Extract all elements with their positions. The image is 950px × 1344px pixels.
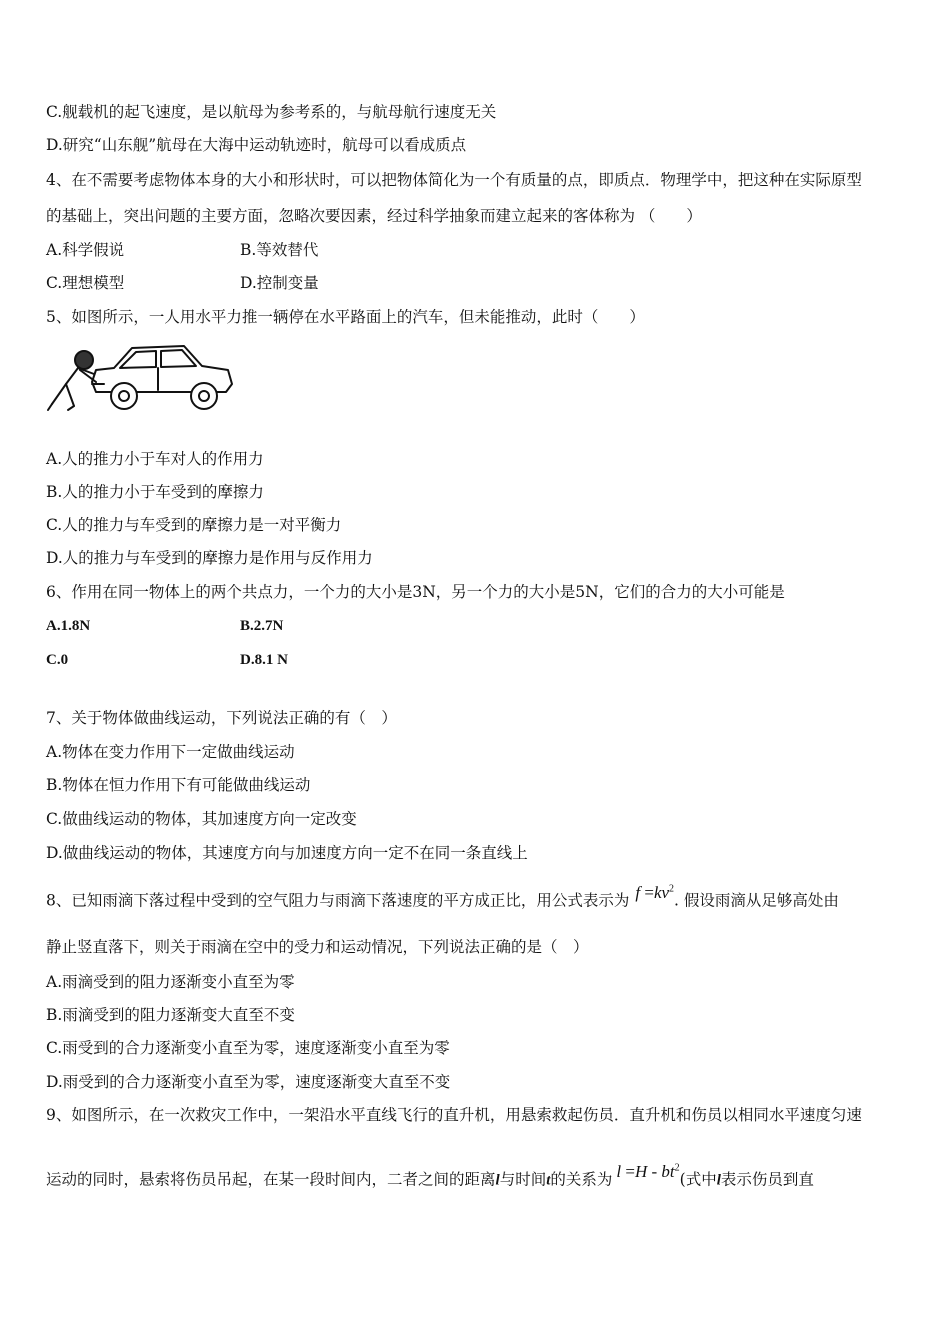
distance-formula: $l =H - bt^2$ bbox=[616, 1161, 680, 1181]
person-pushing-car-illustration bbox=[44, 340, 236, 416]
option-d-carrier: D.研究“山东舰”航母在大海中运动轨迹时，航母可以看成质点 bbox=[46, 136, 467, 154]
question-6-option-d: D.8.1 N bbox=[240, 652, 288, 668]
question-7-stem: 7、关于物体做曲线运动，下列说法正确的有（ ） bbox=[46, 709, 397, 727]
question-4-line-2: 的基础上，突出问题的主要方面，忽略次要因素，经过科学抽象而建立起来的客体称为 （ ） bbox=[46, 207, 702, 225]
question-4-line-1: 4、在不需要考虑物体本身的大小和形状时，可以把物体简化为一个有质量的点，即质点．物理学中，把这种在实际原型 bbox=[46, 171, 862, 189]
option-c-carrier: C.舰载机的起飞速度，是以航母为参考系的，与航母航行速度无关 bbox=[46, 103, 497, 121]
question-8-text-after-formula: . 假设雨滴从足够高处由 bbox=[674, 891, 839, 910]
question-4-option-b: B.等效替代 bbox=[240, 241, 319, 259]
question-5-stem: 5、如图所示，一人用水平力推一辆停在水平路面上的汽车，但未能推动，此时（ ） bbox=[46, 308, 645, 326]
question-7-option-a: A.物体在变力作用下一定做曲线运动 bbox=[46, 743, 295, 761]
drag-formula: $f =kv^2$ bbox=[635, 882, 675, 902]
question-5-option-a: A.人的推力小于车对人的作用力 bbox=[46, 450, 264, 468]
question-4-option-c: C.理想模型 bbox=[46, 274, 125, 292]
question-7-option-d: D.做曲线运动的物体，其速度方向与加速度方向一定不在同一条直线上 bbox=[46, 844, 528, 862]
question-8-option-c: C.雨受到的合力逐渐变小直至为零，速度逐渐变小直至为零 bbox=[46, 1039, 450, 1057]
question-4-option-a: A.科学假说 bbox=[46, 241, 125, 259]
question-5-option-c: C.人的推力与车受到的摩擦力是一对平衡力 bbox=[46, 516, 342, 534]
question-5-option-b: B.人的推力小于车受到的摩擦力 bbox=[46, 483, 264, 501]
question-9-line-1: 9、如图所示，在一次救灾工作中，一架沿水平直线飞行的直升机，用悬索救起伤员．直升机和伤员以相同水平速度匀速 bbox=[46, 1106, 862, 1124]
question-8-text-before-formula: 8、已知雨滴下落过程中受到的空气阻力与雨滴下落速度的平方成正比，用公式表示为 bbox=[46, 891, 630, 910]
question-7-option-b: B.物体在恒力作用下有可能做曲线运动 bbox=[46, 776, 311, 794]
question-6-option-a: A.1.8N bbox=[46, 618, 91, 634]
question-8-option-b: B.雨滴受到的阻力逐渐变大直至不变 bbox=[46, 1006, 295, 1024]
question-4-option-d: D.控制变量 bbox=[240, 274, 319, 292]
question-6-stem: 6、作用在同一物体上的两个共点力，一个力的大小是3N，另一个力的大小是5N，它们的合力的大小可能是 bbox=[46, 583, 785, 601]
question-6-option-b: B.2.7N bbox=[240, 618, 284, 634]
question-8-option-a: A.雨滴受到的阻力逐渐变小直至为零 bbox=[46, 973, 295, 991]
question-8-line-2: 静止竖直落下，则关于雨滴在空中的受力和运动情况，下列说法正确的是（ ） bbox=[46, 938, 589, 956]
question-7-option-c: C.做曲线运动的物体，其加速度方向一定改变 bbox=[46, 810, 357, 828]
question-5-option-d: D.人的推力与车受到的摩擦力是作用与反作用力 bbox=[46, 549, 373, 567]
question-6-option-c: C.0 bbox=[46, 652, 69, 668]
question-8-line-1 bbox=[46, 882, 839, 911]
question-9-line-2: 运动的同时，悬索将伤员吊起，在某一段时间内，二者之间的距离l与时间t的关系为 $l =H - bt^2$(式中l表示伤员到直 bbox=[46, 1161, 814, 1189]
question-8-option-d: D.雨受到的合力逐渐变小直至为零，速度逐渐变大直至不变 bbox=[46, 1073, 451, 1091]
